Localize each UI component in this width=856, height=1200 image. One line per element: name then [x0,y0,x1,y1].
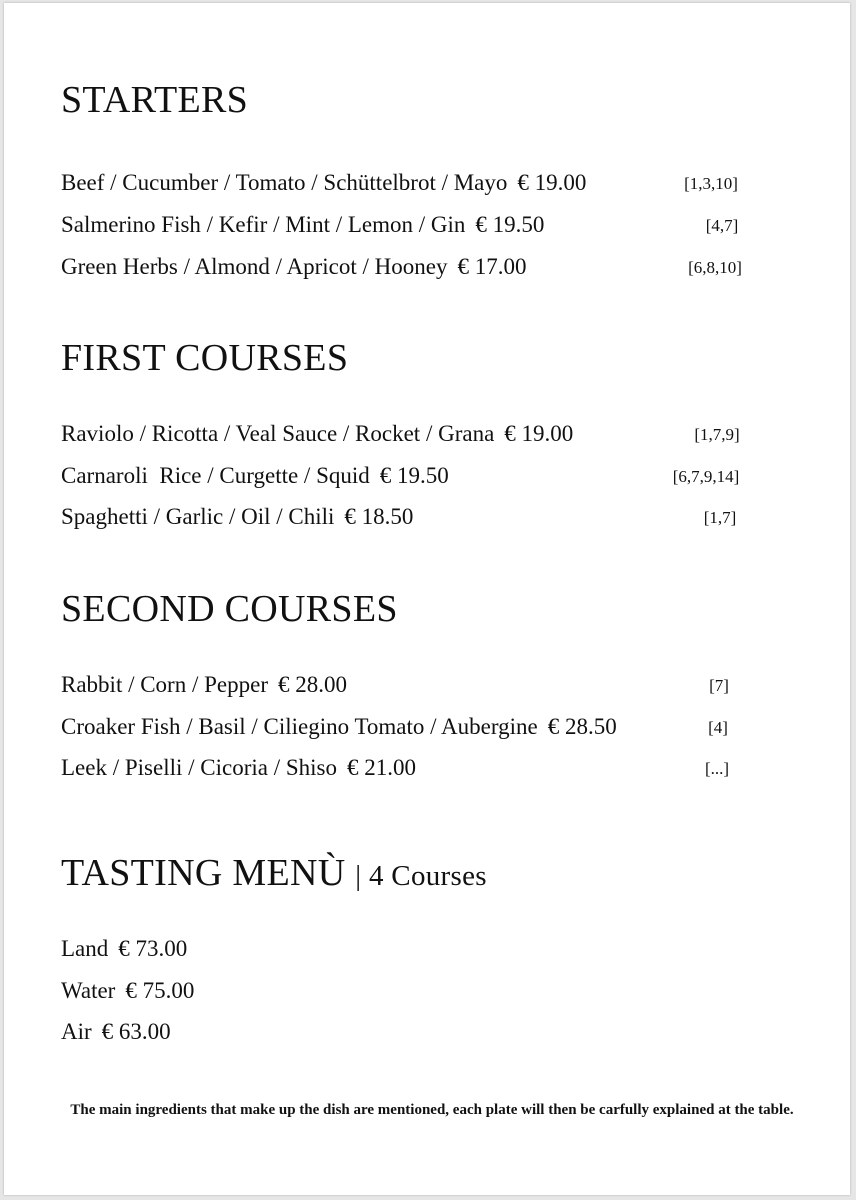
menu-item [61,935,850,963]
section-title-starters: STARTERS [61,79,249,121]
tasting-option-price: € 63.00 [101,1019,171,1044]
dish-price: € 28.00 [277,672,347,697]
allergen-codes: [4,7] [705,216,739,235]
menu-item [61,754,850,782]
dish-price: € 18.50 [344,504,414,529]
dish-name: Beef / Cucumber / Tomato / Schüttelbrot / Mayo [61,170,508,195]
dish-price: € 19.00 [504,421,574,446]
allergen-codes: [...] [704,759,730,778]
dish-price: € 19.50 [475,212,545,237]
allergen-codes: [1,3,10] [684,174,738,193]
menu-item [61,420,850,448]
dish-name: Croaker Fish / Basil / Ciliegino Tomato / Aubergine [61,714,538,739]
dish-price: € 19.50 [379,463,449,488]
menu-item [61,169,850,197]
allergen-codes: [6,8,10] [688,258,742,277]
menu-page [4,3,850,1195]
dish-price: € 28.50 [547,714,617,739]
tasting-menu-subtitle: | 4 Courses [355,860,487,892]
dish-name: Raviolo / Ricotta / Veal Sauce / Rocket / Grana [61,421,495,446]
dish-name: Carnaroli Rice / Curgette / Squid [61,463,370,488]
section-title-second-courses: SECOND COURSES [61,588,398,630]
section-title-tasting-menu [61,854,487,892]
dish-name: Rabbit / Corn / Pepper [61,672,268,697]
dish-price: € 21.00 [346,755,416,780]
tasting-option-name: Land [61,936,109,961]
menu-item [61,713,850,741]
allergen-codes: [1,7,9] [694,425,740,444]
tasting-option-name: Air [61,1019,92,1044]
allergen-codes: [6,7,9,14] [672,467,740,486]
dish-name: Green Herbs / Almond / Apricot / Hooney [61,254,448,279]
menu-item [61,462,850,490]
section-title-first-courses: FIRST COURSES [61,337,349,379]
dish-name: Spaghetti / Garlic / Oil / Chili [61,504,335,529]
menu-item [61,211,850,239]
tasting-option-price: € 73.00 [118,936,188,961]
dish-name: Leek / Piselli / Cicoria / Shiso [61,755,337,780]
menu-item [61,977,850,1005]
menu-item [61,671,850,699]
menu-item [61,1018,850,1046]
tasting-option-name: Water [61,978,116,1003]
footnote: The main ingredients that make up the dish are mentioned, each plate will then be carfully explained at the table. [70,1102,794,1118]
allergen-codes: [4] [708,718,728,737]
dish-price: € 17.00 [457,254,527,279]
tasting-option-price: € 75.00 [125,978,195,1003]
dish-name: Salmerino Fish / Kefir / Mint / Lemon / Gin [61,212,466,237]
menu-item [61,503,850,531]
allergen-codes: [1,7] [703,508,737,527]
menu-item [61,253,850,281]
tasting-menu-title: TASTING MENÙ [61,852,346,894]
allergen-codes: [7] [709,676,729,695]
dish-price: € 19.00 [517,170,587,195]
